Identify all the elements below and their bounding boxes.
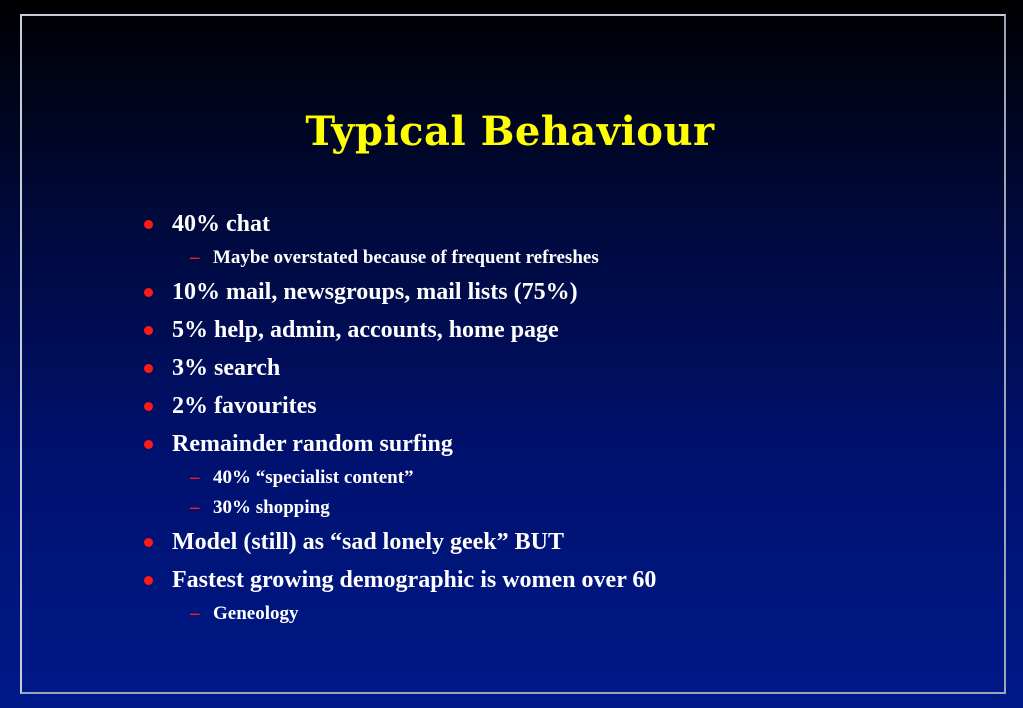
dash-icon: – [190, 467, 200, 488]
bullet-text: 2% favourites [172, 393, 317, 419]
bullet-text: Model (still) as “sad lonely geek” BUT [172, 529, 565, 555]
bullet-dot-icon [144, 402, 153, 411]
bullet-dot-icon [144, 538, 153, 547]
sub-bullet-item [140, 599, 960, 629]
bullet-item [140, 523, 960, 561]
bullet-item [140, 311, 960, 349]
dash-icon: – [190, 603, 200, 624]
bullet-text: 3% search [172, 355, 281, 381]
bullet-dot-icon [144, 220, 153, 229]
sub-bullet-text: 30% shopping [213, 497, 330, 518]
bullet-text: 10% mail, newsgroups, mail lists (75%) [172, 279, 578, 305]
sub-bullet-text: 40% “specialist content” [213, 467, 414, 488]
bullet-item [140, 273, 960, 311]
sub-bullet-text: Maybe overstated because of frequent refreshes [213, 247, 599, 268]
bullet-text: 5% help, admin, accounts, home page [172, 317, 559, 343]
dash-icon: – [190, 247, 200, 268]
bullet-dot-icon [144, 440, 153, 449]
bullet-dot-icon [144, 576, 153, 585]
slide-title: Typical Behaviour [305, 108, 715, 155]
dash-icon: – [190, 497, 200, 518]
bullet-item [140, 561, 960, 599]
sub-bullet-text: Geneology [213, 603, 299, 624]
bullet-text: Remainder random surfing [172, 431, 453, 457]
sub-bullet-item [140, 463, 960, 493]
bullet-item [140, 205, 960, 243]
sub-bullet-item [140, 243, 960, 273]
bullet-dot-icon [144, 288, 153, 297]
bullet-list [140, 205, 960, 629]
bullet-dot-icon [144, 364, 153, 373]
bullet-item [140, 349, 960, 387]
bullet-item [140, 425, 960, 463]
bullet-text: Fastest growing demographic is women over 60 [172, 567, 657, 593]
bullet-text: 40% chat [172, 211, 270, 237]
bullet-item [140, 387, 960, 425]
bullet-dot-icon [144, 326, 153, 335]
sub-bullet-item [140, 493, 960, 523]
